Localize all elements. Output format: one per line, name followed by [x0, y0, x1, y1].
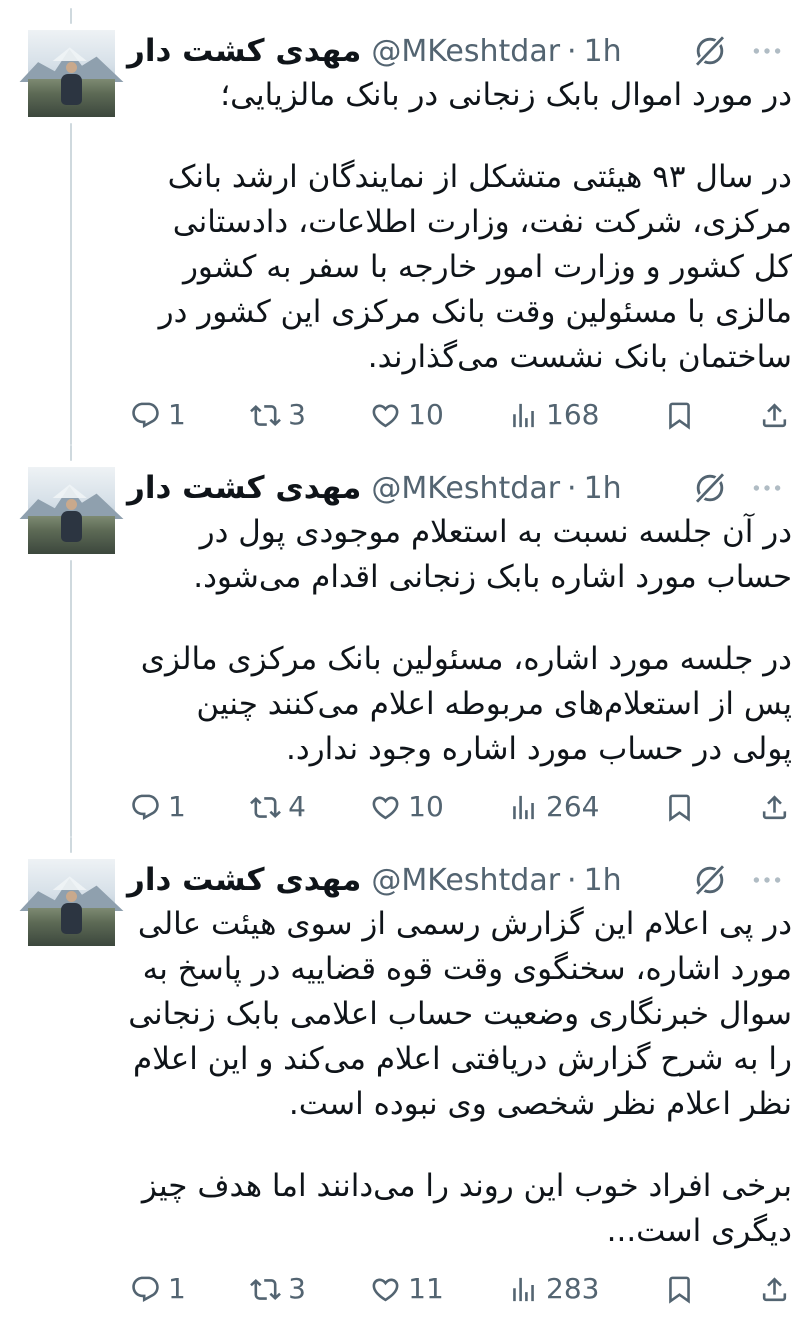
share-button[interactable] [759, 400, 790, 431]
views-button[interactable] [508, 792, 599, 823]
like-button[interactable] [370, 1274, 444, 1305]
avatar[interactable] [28, 859, 115, 946]
tweet-text: در آن جلسه نسبت به استعلام موجودی پول در حساب مورد اشاره بابک زنجانی اقدام می‌شود. [193, 514, 792, 595]
more-menu-icon[interactable] [750, 863, 784, 897]
tweet-body [127, 510, 792, 772]
tweet-header [127, 30, 792, 72]
reply-count: 1 [168, 398, 186, 431]
repost-count: 3 [288, 398, 306, 431]
more-menu-icon[interactable] [750, 471, 784, 505]
share-icon [759, 1274, 790, 1305]
like-button[interactable] [370, 400, 444, 431]
timestamp: 1h [583, 862, 622, 898]
views-count: 168 [546, 398, 600, 431]
bookmark-button[interactable] [664, 400, 695, 431]
repost-count: 3 [288, 1272, 306, 1305]
avatar[interactable] [28, 30, 115, 117]
reply-button[interactable] [130, 400, 186, 431]
like-icon [370, 400, 401, 431]
tweet-text: در سال ۹۳ هیئتی متشکل از نمایندگان ارشد بانک مرکزی، شرکت نفت، وزارت اطلاعات، دادستانی کل کشور و وزارت امور خارجه با سفر به کشور مالزی با مسئولین وقت بانک مرکزی این کشور در ساختمان بانک نشست می‌گذارند. [158, 159, 792, 375]
tweet[interactable] [0, 837, 804, 1319]
display-name[interactable]: مهدی کشت دار [127, 33, 362, 69]
handle[interactable]: @MKeshtdar [371, 33, 561, 69]
like-count: 10 [408, 790, 444, 823]
bookmark-icon [664, 1274, 695, 1305]
reply-count: 1 [168, 790, 186, 823]
tweet[interactable] [0, 445, 804, 837]
tweet-text: در مورد اموال بابک زنجانی در بانک مالزیایی؛ [220, 77, 792, 113]
repost-icon [250, 1274, 281, 1305]
like-count: 10 [408, 398, 444, 431]
avatar-column [28, 859, 127, 1311]
reply-count: 1 [168, 1272, 186, 1305]
reply-button[interactable] [130, 792, 186, 823]
repost-button[interactable] [250, 792, 306, 823]
timestamp: 1h [583, 33, 622, 69]
share-button[interactable] [759, 1274, 790, 1305]
tweet-body [127, 902, 792, 1254]
avatar-person [60, 891, 84, 934]
avatar[interactable] [28, 467, 115, 554]
bookmark-button[interactable] [664, 1274, 695, 1305]
views-button[interactable] [508, 1274, 599, 1305]
grok-icon[interactable] [690, 468, 730, 508]
handle-and-time[interactable] [371, 471, 628, 506]
reply-icon [130, 792, 161, 823]
reply-button[interactable] [130, 1274, 186, 1305]
repost-button[interactable] [250, 1274, 306, 1305]
views-button[interactable] [508, 400, 599, 431]
tweet-text: در پی اعلام این گزارش رسمی از سوی هیئت عالی مورد اشاره، سخنگوی وقت قوه قضاییه در پاسخ به سوال خبرنگاری وضعیت حساب اعلامی بابک زنجانی را به شرح گزارش دریافتی اعلام می‌کند و این اعلام نظر اعلام نظر شخصی وی نبوده است. [128, 906, 792, 1122]
dot-separator: · [567, 470, 577, 506]
grok-icon[interactable] [690, 31, 730, 71]
bookmark-icon [664, 400, 695, 431]
grok-icon[interactable] [690, 860, 730, 900]
display-name[interactable]: مهدی کشت دار [127, 470, 362, 506]
repost-count: 4 [288, 790, 306, 823]
tweet-body [127, 73, 792, 380]
share-icon [759, 792, 790, 823]
avatar-column [28, 467, 127, 829]
avatar-person [60, 499, 84, 542]
share-icon [759, 400, 790, 431]
tweet-actions [127, 393, 792, 437]
views-icon [508, 1274, 539, 1305]
bookmark-button[interactable] [664, 792, 695, 823]
avatar-person [60, 62, 84, 105]
dot-separator: · [567, 862, 577, 898]
share-button[interactable] [759, 792, 790, 823]
tweet[interactable] [0, 0, 804, 445]
handle-and-time[interactable] [371, 863, 628, 898]
views-icon [508, 400, 539, 431]
more-menu-icon[interactable] [750, 34, 784, 68]
tweet-actions [127, 785, 792, 829]
thread-connector-line [70, 8, 72, 24]
tweet-text: در جلسه مورد اشاره، مسئولین بانک مرکزی مالزی پس از استعلام‌های مربوطه اعلام می‌کنند چنین پولی در حساب مورد اشاره وجود ندارد. [140, 641, 792, 767]
tweet-header [127, 467, 792, 509]
like-icon [370, 1274, 401, 1305]
repost-icon [250, 400, 281, 431]
tweet-text: برخی افراد خوب این روند را می‌دانند اما هدف چیز دیگری است... [141, 1168, 792, 1249]
dot-separator: · [567, 33, 577, 69]
handle[interactable]: @MKeshtdar [371, 470, 561, 506]
thread-connector-line [70, 445, 72, 461]
tweet-header [127, 859, 792, 901]
display-name[interactable]: مهدی کشت دار [127, 862, 362, 898]
like-icon [370, 792, 401, 823]
repost-button[interactable] [250, 400, 306, 431]
reply-icon [130, 400, 161, 431]
repost-icon [250, 792, 281, 823]
views-count: 264 [546, 790, 600, 823]
bookmark-icon [664, 792, 695, 823]
thread-connector-line [70, 837, 72, 853]
handle[interactable]: @MKeshtdar [371, 862, 561, 898]
tweet-actions [127, 1267, 792, 1311]
reply-icon [130, 1274, 161, 1305]
like-count: 11 [408, 1272, 444, 1305]
views-icon [508, 792, 539, 823]
views-count: 283 [546, 1272, 600, 1305]
avatar-column [28, 30, 127, 437]
handle-and-time[interactable] [371, 34, 628, 69]
timestamp: 1h [583, 470, 622, 506]
like-button[interactable] [370, 792, 444, 823]
